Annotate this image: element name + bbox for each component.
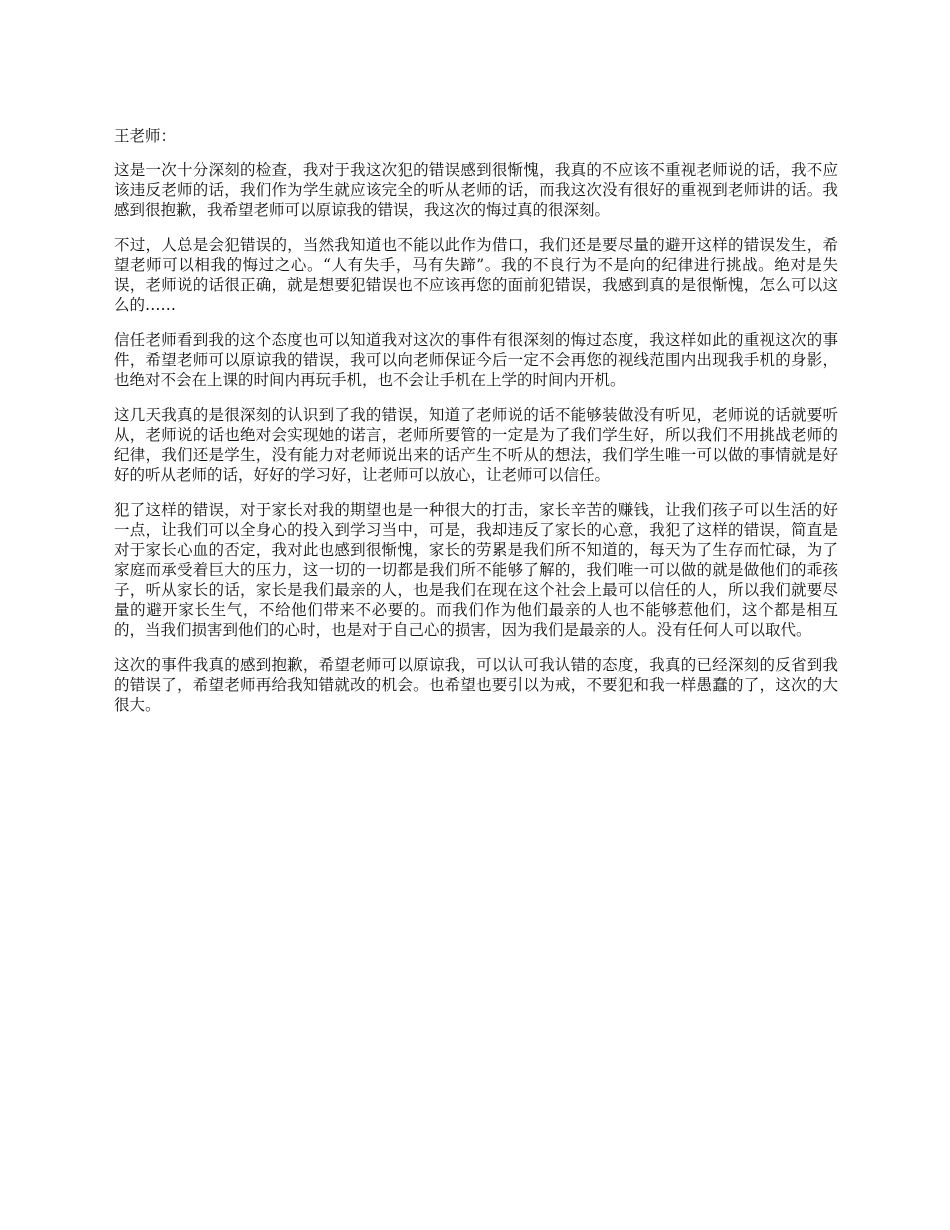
paragraph-5: 犯了这样的错误，对于家长对我的期望也是一种很大的打击，家长辛苦的赚钱，让我们孩子可以生活的好一点，让我们可以全身心的投入到学习当中，可是，我却违反了家长的心意，我犯了这样的错误，简直是对于家长心血的否定，我对此也感到很惭愧，家长的劳累是我们所不知道的，每天为了生存而忙碌，为了家庭而承受着巨大的压力，这一切的一切都是我们所不能够了解的，我们唯一可以做的就是做他们的乖孩子，听从家长的话，家长是我们最亲的人，也是我们在现在这个社会上最可以信任的人，所以我们就要尽量的避开家长生气，不给他们带来不必要的。而我们作为他们最亲的人也不能够惹他们，这个都是相互的，当我们损害到他们的心时，也是对于自己心的损害，因为我们是最亲的人。没有任何人可以取代。	[114, 501, 838, 639]
letter-body	[114, 118, 838, 730]
paragraph-1: 这是一次十分深刻的检查，我对于我这次犯的错误感到很惭愧，我真的不应该不重视老师说的话，我不应该违反老师的话，我们作为学生就应该完全的听从老师的话，而我这次没有很好的重视到老师讲的话。我感到很抱歉，我希望老师可以原谅我的错误，我这次的悔过真的很深刻。	[114, 161, 838, 219]
paragraph-3: 信任老师看到我的这个态度也可以知道我对这次的事件有很深刻的悔过态度，我这样如此的重视这次的事件，希望老师可以原谅我的错误，我可以向老师保证今后一定不会再您的视线范围内出现我手机的身影，也绝对不会在上课的时间内再玩手机，也不会让手机在上学的时间内开机。	[114, 331, 838, 389]
letter-greeting: 王老师：	[114, 127, 177, 145]
paragraph-6: 这次的事件我真的感到抱歉，希望老师可以原谅我，可以认可我认错的态度，我真的已经深刻的反省到我的错误了，希望老师再给我知错就改的机会。也希望也要引以为戒，不要犯和我一样愚蠢的了，这次的大很大。	[114, 656, 838, 714]
paragraph-4: 这几天我真的是很深刻的认识到了我的错误，知道了老师说的话不能够装做没有听见，老师说的话就要听从，老师说的话也绝对会实现她的诺言，老师所要管的一定是为了我们学生好，所以我们不用挑战老师的纪律，我们还是学生，没有能力对老师说出来的话产生不听从的想法，我们学生唯一可以做的事情就是好好的听从老师的话，好好的学习好，让老师可以放心，让老师可以信任。	[114, 406, 838, 484]
paragraph-2: 不过，人总是会犯错误的，当然我知道也不能以此作为借口，我们还是要尽量的避开这样的错误发生，希望老师可以相我的悔过之心。“人有失手，马有失蹄”。我的不良行为不是向的纪律进行挑战。绝对是失误，老师说的话很正确，就是想要犯错误也不应该再您的面前犯错误，我感到真的是很惭愧，怎么可以这么的……	[114, 236, 838, 314]
